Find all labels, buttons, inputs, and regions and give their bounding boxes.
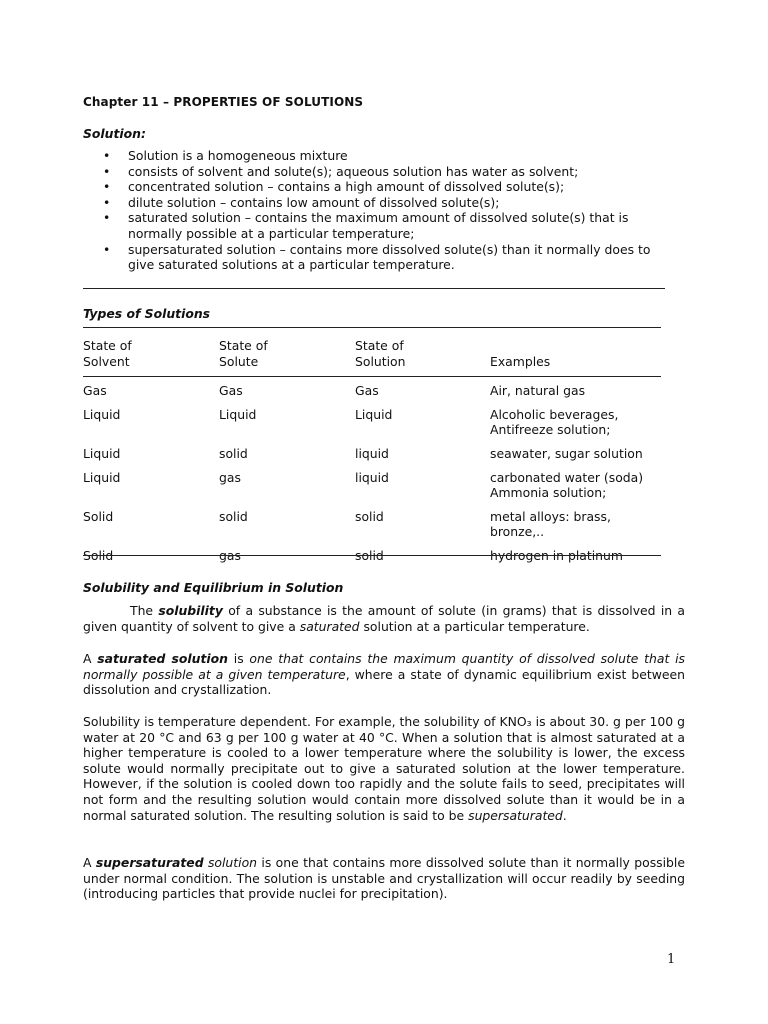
solubility-heading: Solubility and Equilibrium in Solution <box>83 580 344 595</box>
chapter-title: Chapter 11 – PROPERTIES OF SOLUTIONS <box>83 95 364 109</box>
cell-solvent: Solid <box>83 508 114 524</box>
cell-solvent: Liquid <box>83 406 121 422</box>
cell-solution: liquid <box>355 469 389 485</box>
bullet-item: • dilute solution – contains low amount of dissolved solute(s); <box>83 195 673 211</box>
bullet-item: • saturated solution – contains the maximum amount of dissolved solute(s) that is normally possible at a particular temperature; <box>83 210 673 241</box>
page-number: 1 <box>667 952 676 967</box>
bullet-item: • consists of solvent and solute(s); aqueous solution has water as solvent; <box>83 164 673 180</box>
header-solution: State of Solution <box>355 338 406 369</box>
table-header-rule <box>83 376 661 377</box>
table-bottom-rule <box>83 555 661 556</box>
table-header-row <box>83 338 661 375</box>
table-row <box>83 462 661 501</box>
paragraph-solubility-definition: The solubility of a substance is the amount of solute (in grams) that is dissolved in a given quantity of solvent to give a saturated solution at a particular temperature. <box>83 603 685 634</box>
paragraph-temperature-dependence: Solubility is temperature dependent. For example, the solubility of KNO₃ is about 30. g per 100 g water at 20 °C and 63 g per 100 g water at 40 °C. When a solution that is almost saturated at a higher temperature is cooled to a lower temperature where the solubility is lower, the excess solute would normally precipitate out to give a saturated solution at the lower temperature. However, if the solution is cooled down too rapidly and the solute fails to seed, precipitates will not form and the resulting solution would contain more dissolved solute than it would be in a normal saturated solution. The resulting solution is said to be supersaturated. <box>83 714 685 823</box>
cell-solvent: Solid <box>83 547 114 563</box>
paragraph-saturated-solution: A saturated solution is one that contains the maximum quantity of dissolved solute that is normally possible at a given temperature, where a state of dynamic equilibrium exist between dissolution and crystallization. <box>83 651 686 698</box>
table-top-rule <box>83 327 661 328</box>
cell-solvent: Liquid <box>83 445 121 461</box>
section-divider <box>83 288 665 289</box>
table-row <box>83 399 661 438</box>
types-table <box>83 338 661 564</box>
document-page <box>83 0 685 1024</box>
cell-solution: solid <box>355 508 384 524</box>
cell-solution: Gas <box>355 383 379 399</box>
table-row <box>83 501 661 540</box>
cell-solvent: Liquid <box>83 469 121 485</box>
table-row <box>83 375 661 399</box>
cell-solute: gas <box>219 469 241 485</box>
cell-examples: seawater, sugar solution <box>490 445 643 461</box>
paragraph-supersaturated-solution: A supersaturated solution is one that contains more dissolved solute than it normally possible under normal condition. The solution is unstable and crystallization will occur readily by seeding (introducing particles that provide nuclei for precipitation). <box>83 855 685 902</box>
header-solute: State of Solute <box>219 338 268 369</box>
cell-solute: solid <box>219 445 248 461</box>
cell-solute: solid <box>219 508 248 524</box>
table-row <box>83 540 661 564</box>
cell-solvent: Gas <box>83 383 107 399</box>
cell-solute: gas <box>219 547 241 563</box>
header-examples: Examples <box>490 353 551 369</box>
cell-solution: solid <box>355 547 384 563</box>
cell-solute: Gas <box>219 383 243 399</box>
cell-solution: Liquid <box>355 406 393 422</box>
cell-examples: metal alloys: brass, bronze,.. <box>490 508 611 540</box>
types-heading: Types of Solutions <box>83 306 211 321</box>
solution-heading: Solution: <box>83 126 146 141</box>
bullet-item: • supersaturated solution – contains more dissolved solute(s) than it normally does to give saturated solutions at a particular temperature. <box>83 242 673 273</box>
table-row <box>83 438 661 462</box>
cell-solute: Liquid <box>219 406 257 422</box>
cell-solution: liquid <box>355 445 389 461</box>
cell-examples: Alcoholic beverages, Antifreeze solution; <box>490 406 619 438</box>
cell-examples: hydrogen in platinum <box>490 547 623 563</box>
solution-bullet-list <box>83 148 673 273</box>
cell-examples: carbonated water (soda) Ammonia solution; <box>490 469 644 501</box>
header-solvent: State of Solvent <box>83 338 132 369</box>
bullet-item: • Solution is a homogeneous mixture <box>83 148 673 164</box>
cell-examples: Air, natural gas <box>490 383 586 399</box>
bullet-item: • concentrated solution – contains a high amount of dissolved solute(s); <box>83 179 673 195</box>
